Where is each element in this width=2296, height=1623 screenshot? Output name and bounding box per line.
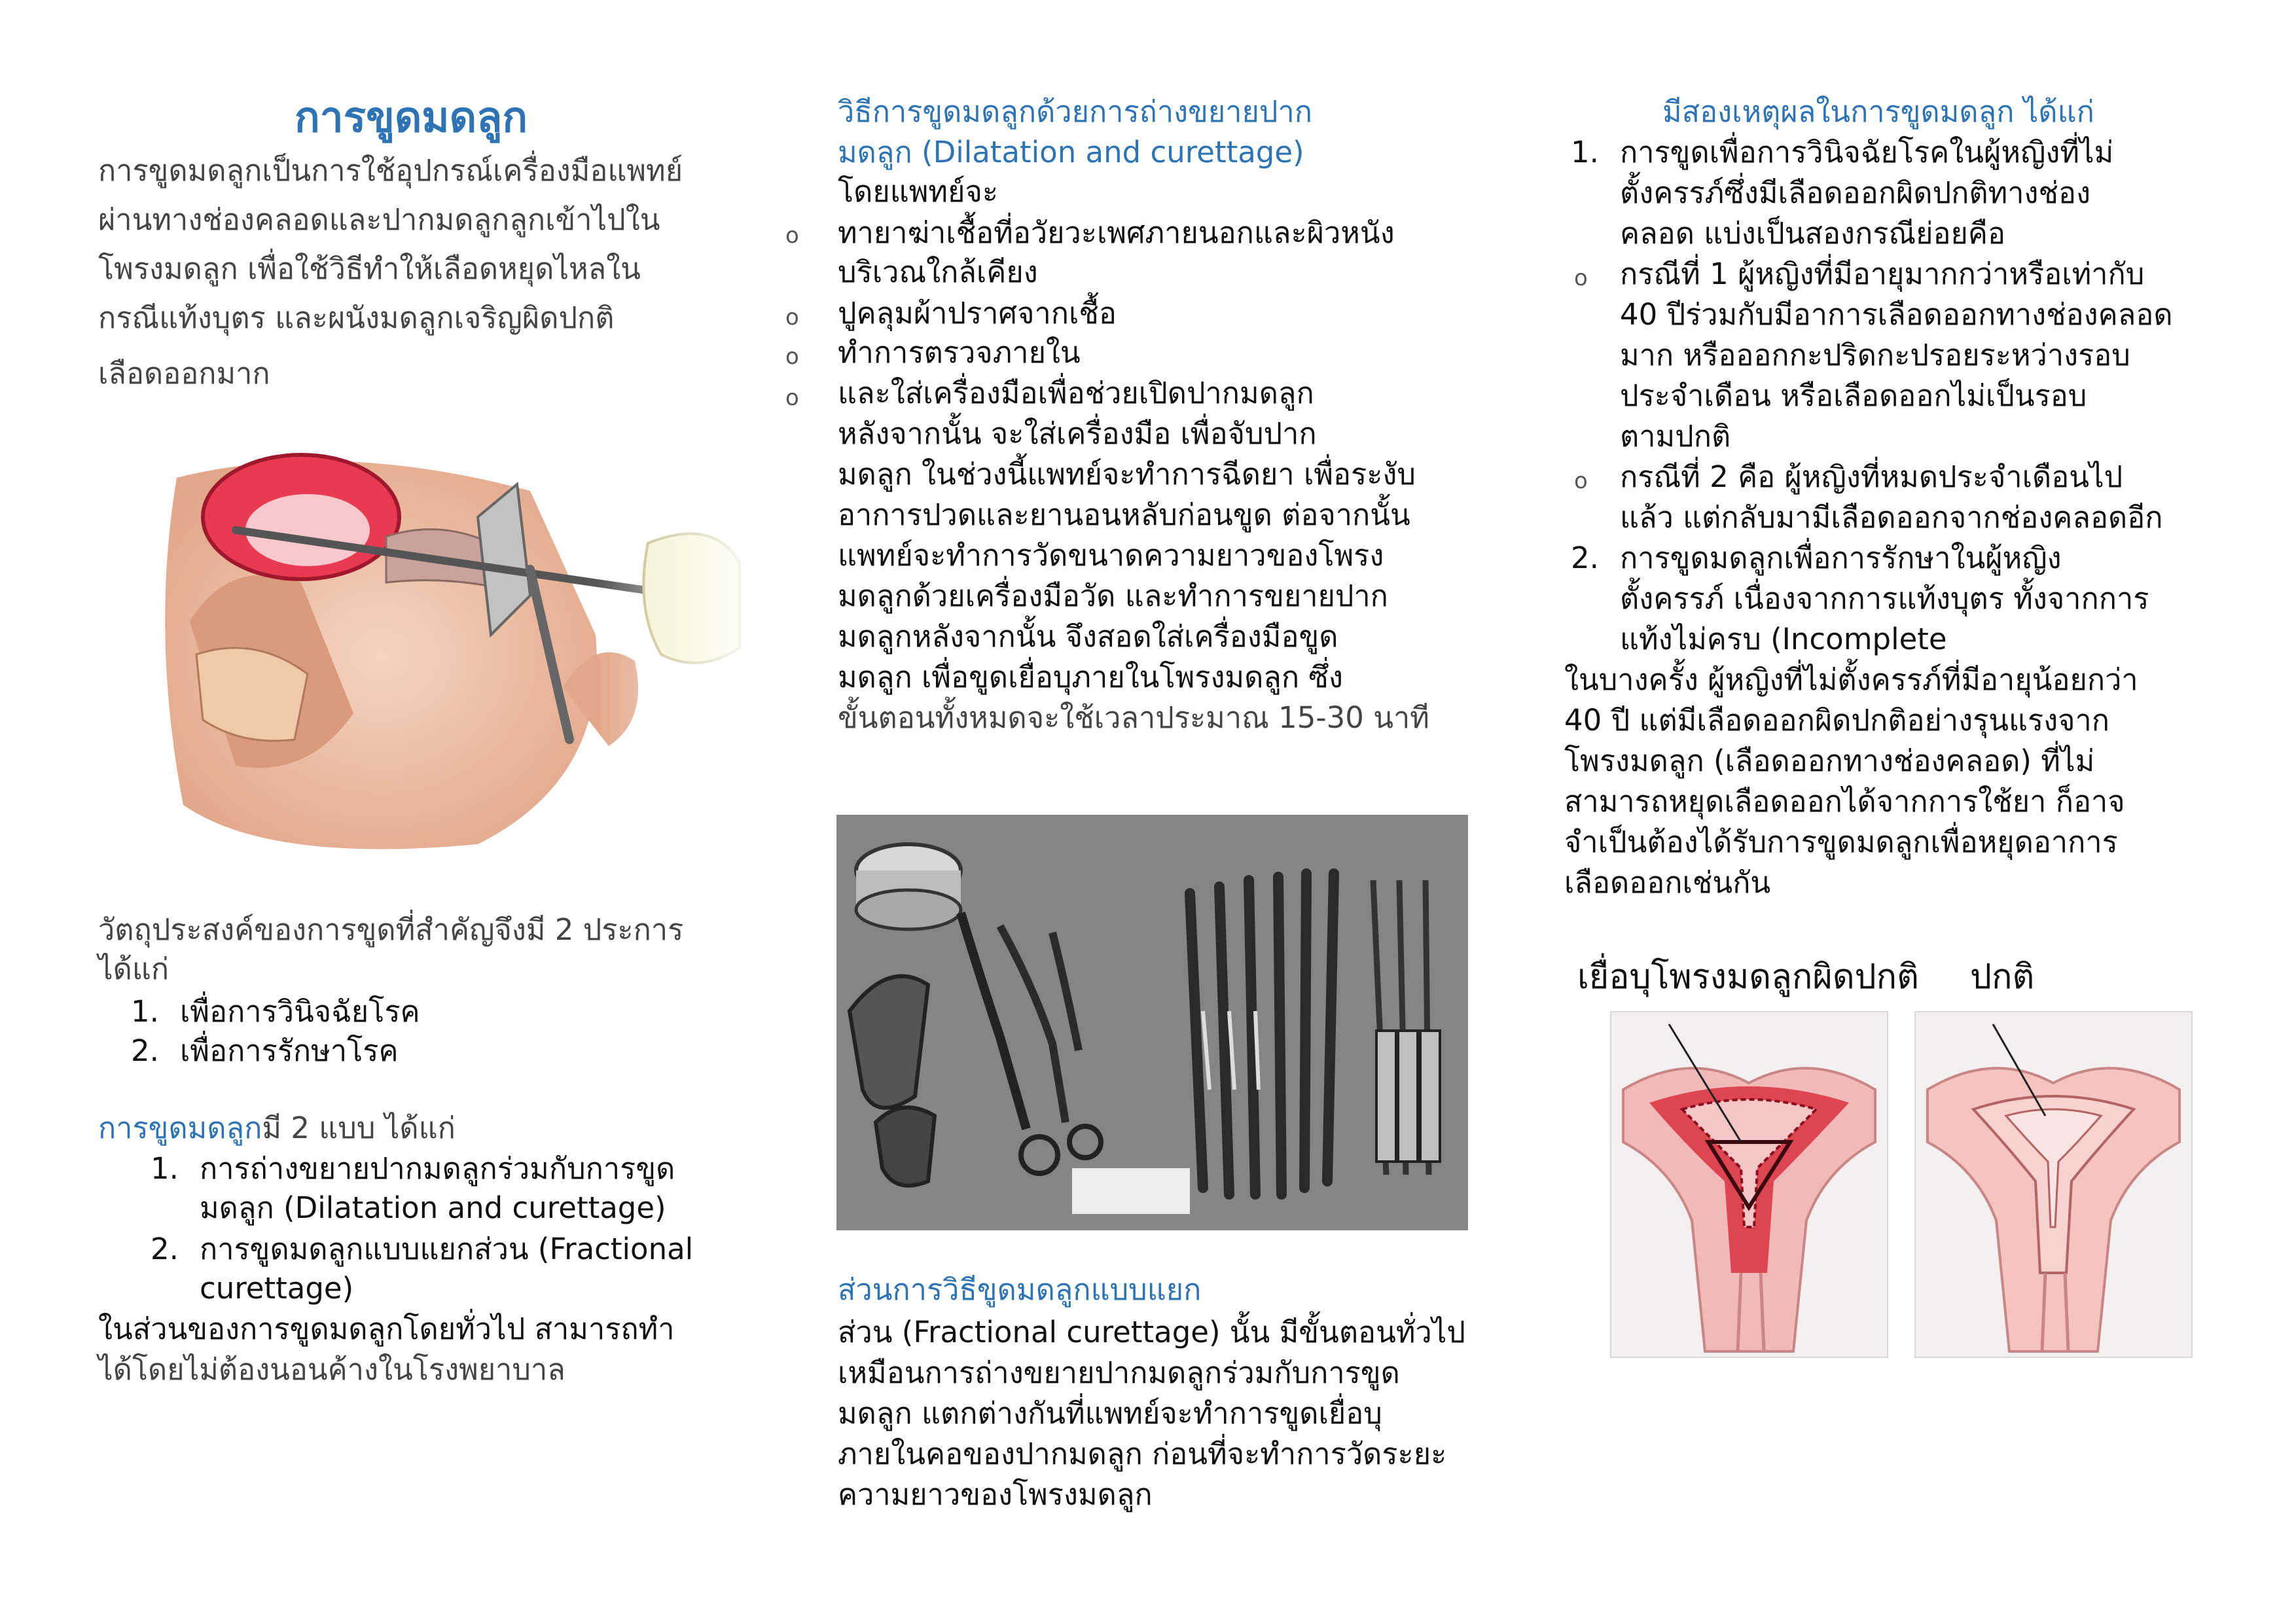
fractional-line: มดลูก แตกต่างกันที่แพทย์จะทำการขูดเยื่อบุ	[838, 1396, 1382, 1431]
step-line: ทำการตรวจภายใน	[838, 335, 1081, 370]
closing-line: ในบางครั้ง ผู้หญิงที่ไม่ตั้งครรภ์ที่มีอายุน้อยกว่า	[1564, 662, 2138, 697]
closing-line: โพรงมดลูก (เลือดออกทางช่องคลอด) ที่ไม่	[1564, 743, 2095, 778]
step-line: ทายาฆ่าเชื้อที่อวัยวะเพศภายนอกและผิวหนัง	[838, 215, 1395, 250]
types-item-line: มดลูก (Dilatation and curettage)	[200, 1190, 666, 1225]
page-title: การขูดมดลูก	[295, 94, 528, 142]
list-number: 2.	[151, 1232, 179, 1266]
closing-line: สามารถหยุดเลือดออกได้จากการใช้ยา ก็อาจ	[1564, 784, 2125, 819]
step-line: มดลูกหลังจากนั้น จึงสอดใส่เครื่องมือขูด	[838, 619, 1338, 654]
list-number: 1.	[131, 994, 159, 1029]
step-line: หลังจากนั้น จะใส่เครื่องมือ เพื่อจับปาก	[838, 416, 1317, 451]
objective-item: เพื่อการวินิจฉัยโรค	[180, 994, 420, 1029]
uterus-normal-illustration	[1914, 1011, 2193, 1358]
fractional-line: เหมือนการถ่างขยายปากมดลูกร่วมกับการขูด	[838, 1355, 1400, 1390]
intro-line: กรณีแท้งบุตร และผนังมดลูกเจริญผิดปกติ	[98, 300, 615, 335]
intro-line: โพรงมดลูก เพื่อใช้วิธีทำให้เลือดหยุดไหลใน	[98, 251, 641, 286]
procedure-illustration	[137, 438, 766, 864]
step-line: อาการปวดและยานอนหลับก่อนขูด ต่อจากนั้น	[838, 497, 1410, 532]
closing-line: ในส่วนของการขูดมดลูกโดยทั่วไป สามารถทำ	[98, 1311, 675, 1346]
reason-line: คลอด แบ่งเป็นสองกรณีย่อยคือ	[1620, 216, 2005, 251]
bullet-marker: o	[785, 223, 799, 249]
reason-line: การขูดเพื่อการวินิจฉัยโรคในผู้หญิงที่ไม่	[1620, 135, 2114, 169]
case-line: แล้ว แต่กลับมามีเลือดออกจากช่องคลอดอีก	[1620, 500, 2163, 535]
label-abnormal: เยื่อบุโพรงมดลูกผิดปกติ	[1577, 957, 1919, 997]
list-number: 2.	[131, 1033, 159, 1068]
step-line: และใส่เครื่องมือเพื่อช่วยเปิดปากมดลูก	[838, 376, 1314, 410]
objective-item: เพื่อการรักษาโรค	[180, 1033, 399, 1068]
step-line: ปูคลุมผ้าปราศจากเชื้อ	[838, 296, 1117, 330]
fractional-line: ภายในคอของปากมดลูก ก่อนที่จะทำการวัดระยะ	[838, 1436, 1447, 1471]
step-line: มดลูก ในช่วงนี้แพทย์จะทำการฉีดยา เพื่อระงับ	[838, 457, 1416, 491]
types-heading-rest: มี 2 แบบ ได้แก่	[262, 1111, 456, 1145]
objective-line: ได้แก่	[98, 952, 170, 986]
objective-line: วัตถุประสงค์ของการขูดที่สำคัญจึงมี 2 ประการ	[98, 912, 684, 947]
step-line: แพทย์จะทำการวัดขนาดความยาวของโพรง	[838, 538, 1384, 573]
reasons-heading: มีสองเหตุผลในการขูดมดลูก ได้แก่	[1662, 94, 2094, 129]
case-line: กรณีที่ 2 คือ ผู้หญิงที่หมดประจำเดือนไป	[1620, 459, 2123, 494]
dc-heading-line: มดลูก (Dilatation and curettage)	[838, 135, 1304, 169]
uterus-abnormal-illustration	[1610, 1011, 1888, 1358]
closing-line: จำเป็นต้องได้รับการขูดมดลูกเพื่อหยุดอาการ	[1564, 825, 2118, 859]
bullet-marker: o	[785, 304, 799, 330]
step-line: ขั้นตอนทั้งหมดจะใช้เวลาประมาณ 15-30 นาที	[838, 700, 1429, 735]
instruments-photo	[836, 815, 1468, 1230]
closing-line: ได้โดยไม่ต้องนอนค้างในโรงพยาบาล	[98, 1352, 565, 1387]
bullet-marker: o	[785, 344, 799, 370]
dc-heading-line: วิธีการขูดมดลูกด้วยการถ่างขยายปาก	[838, 94, 1312, 129]
step-line: มดลูก เพื่อขูดเยื่อบุภายในโพรงมดลูก ซึ่ง	[838, 660, 1343, 694]
column-right	[1564, 0, 2232, 1623]
types-item-line: การถ่างขยายปากมดลูกร่วมกับการขูด	[200, 1151, 675, 1186]
column-middle	[785, 0, 1499, 1623]
closing-line: เลือดออกเช่นกัน	[1564, 865, 1771, 900]
case-line: ตามปกติ	[1620, 419, 1731, 454]
intro-line: ผ่านทางช่องคลอดและปากมดลูกลูกเข้าไปใน	[98, 202, 660, 237]
list-number: 1.	[151, 1151, 179, 1186]
case-line: ประจำเดือน หรือเลือดออกไม่เป็นรอบ	[1620, 378, 2087, 413]
intro-line: เลือดออกมาก	[98, 356, 270, 391]
reason-line: ตั้งครรภ์ เนื่องจากการแท้งบุตร ทั้งจากการ	[1620, 581, 2149, 616]
types-item-line: การขูดมดลูกแบบแยกส่วน (Fractional	[200, 1232, 694, 1266]
bullet-marker: o	[1574, 265, 1588, 291]
bullet-marker: o	[1574, 468, 1588, 494]
column-left	[98, 0, 726, 1623]
reason-line: การขูดมดลูกเพื่อการรักษาในผู้หญิง	[1620, 541, 2062, 575]
types-heading	[98, 1108, 456, 1149]
case-line: กรณีที่ 1 ผู้หญิงที่มีอายุมากกว่าหรือเท่ากับ	[1620, 257, 2145, 291]
closing-line: 40 ปี แต่มีเลือดออกผิดปกติอย่างรุนแรงจาก	[1564, 703, 2110, 738]
fractional-line: ส่วน (Fractional curettage) นั้น มีขั้นตอนทั่วไป	[838, 1315, 1465, 1349]
label-normal: ปกติ	[1970, 957, 2035, 997]
step-line: บริเวณใกล้เคียง	[838, 255, 1038, 289]
case-line: มาก หรือออกกะปริดกะปรอยระหว่างรอบ	[1620, 338, 2130, 372]
step-line: มดลูกด้วยเครื่องมือวัด และทำการขยายปาก	[838, 579, 1388, 613]
fractional-heading: ส่วนการวิธีขูดมดลูกแบบแยก	[838, 1272, 1202, 1307]
types-item-line: curettage)	[200, 1271, 354, 1306]
reason-line: แท้งไม่ครบ (Incomplete	[1620, 622, 1947, 656]
types-heading-highlight: การขูดมดลูก	[98, 1111, 262, 1145]
bullet-marker: o	[785, 385, 799, 411]
list-number: 1.	[1571, 135, 1599, 169]
list-number: 2.	[1571, 541, 1599, 575]
dc-lead: โดยแพทย์จะ	[838, 174, 998, 209]
intro-line: การขูดมดลูกเป็นการใช้อุปกรณ์เครื่องมือแพทย์	[98, 153, 683, 188]
fractional-line: ความยาวของโพรงมดลูก	[838, 1477, 1153, 1512]
case-line: 40 ปีร่วมกับมีอาการเลือดออกทางช่องคลอด	[1620, 297, 2173, 332]
reason-line: ตั้งครรภ์ซึ่งมีเลือดออกผิดปกติทางช่อง	[1620, 175, 2091, 210]
